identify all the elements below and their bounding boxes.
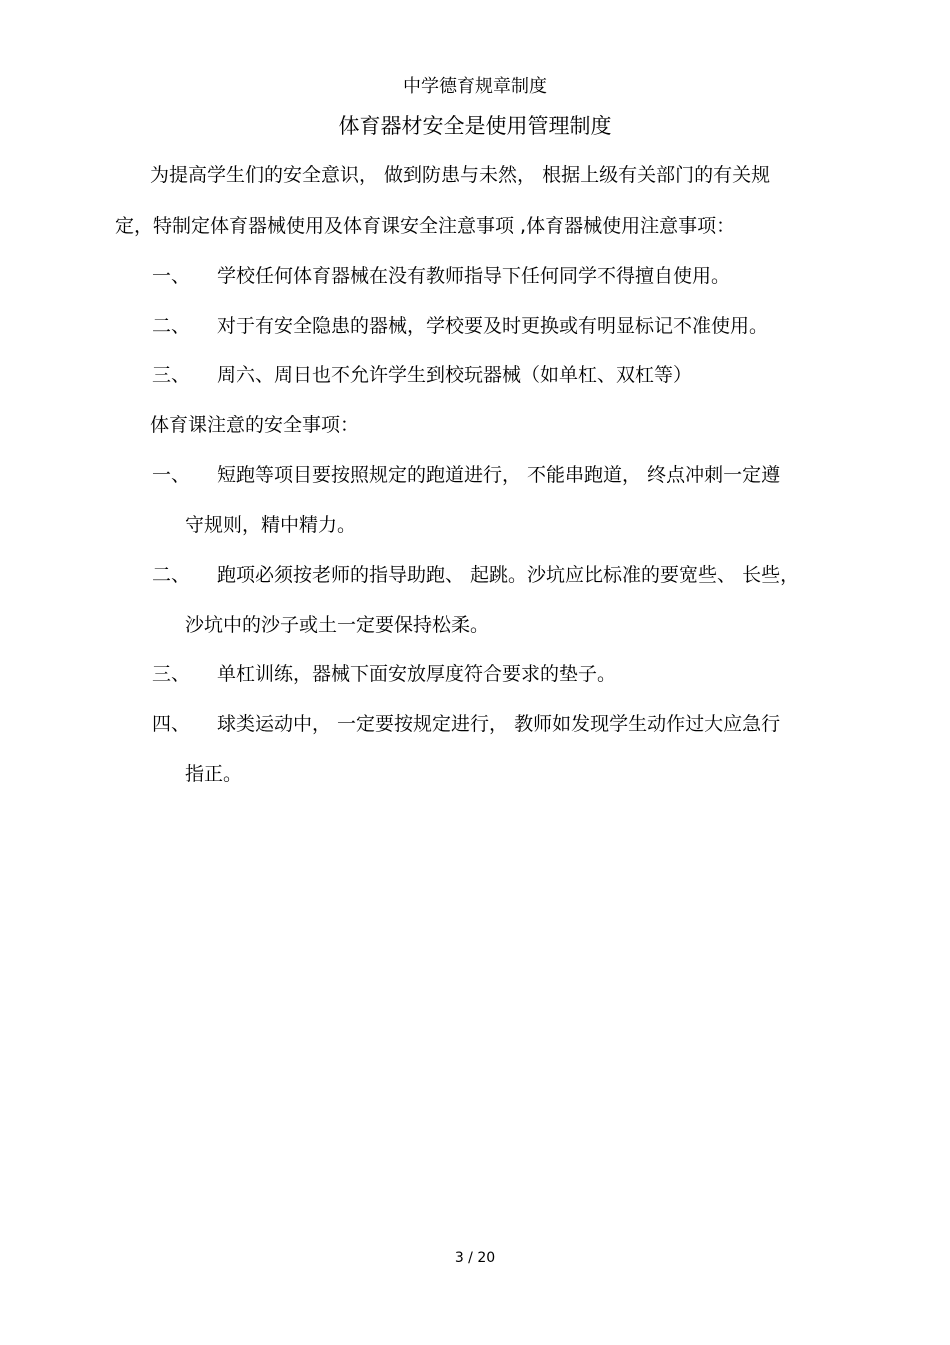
pe-item-1-line-2: 守规则，精中精力。: [185, 514, 357, 536]
equipment-item-2-number: 二、: [152, 315, 191, 337]
intro-line-2: 定，特制定体育器械使用及体育课安全注意事项 ,体育器械使用注意事项：: [115, 215, 736, 237]
document-title: 体育器材安全是使用管理制度: [338, 114, 612, 138]
pe-item-2-line-1: 跑项必须按老师的指导助跑、 起跳。沙坑应比标准的要宽些、 长些，: [217, 564, 800, 586]
pe-heading: 体育课注意的安全事项：: [150, 414, 360, 436]
pe-item-2-number: 二、: [152, 564, 191, 586]
pe-item-1-line-1: 短跑等项目要按照规定的跑道进行， 不能串跑道， 终点冲刺一定遵: [217, 464, 781, 486]
equipment-item-3-text: 周六、周日也不允许学生到校玩器械（如单杠、双杠等）: [217, 364, 693, 386]
equipment-item-1-number: 一、: [152, 265, 191, 287]
equipment-item-2-text: 对于有安全隐患的器械，学校要及时更换或有明显标记不准使用。: [217, 315, 769, 337]
pe-item-1-number: 一、: [152, 464, 191, 486]
pe-item-3-number: 三、: [152, 663, 191, 685]
intro-line-1: 为提高学生们的安全意识， 做到防患与未然， 根据上级有关部门的有关规: [150, 164, 771, 186]
document-header: 中学德育规章制度: [403, 76, 547, 97]
pe-item-4-line-1: 球类运动中， 一定要按规定进行， 教师如发现学生动作过大应急行: [217, 713, 781, 735]
pe-item-4-number: 四、: [152, 713, 191, 735]
pe-item-4-line-2: 指正。: [185, 763, 243, 785]
equipment-item-3-number: 三、: [152, 364, 191, 386]
page-number: 3 / 20: [454, 1250, 496, 1266]
pe-item-3-line-1: 单杠训练，器械下面安放厚度符合要求的垫子。: [217, 663, 617, 685]
equipment-item-1-text: 学校任何体育器械在没有教师指导下任何同学不得擅自使用。: [217, 265, 731, 287]
pe-item-2-line-2: 沙坑中的沙子或土一定要保持松柔。: [185, 614, 490, 636]
